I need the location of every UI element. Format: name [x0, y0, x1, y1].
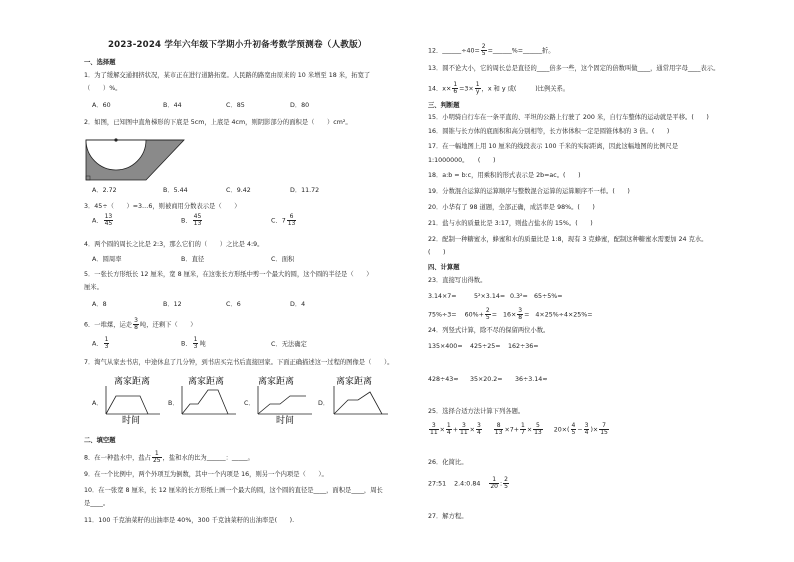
question-18: 18．a:b = b:c，用乘积的形式表示是 2b=ac。( ): [428, 172, 581, 179]
fraction-denominator: 13: [287, 220, 296, 227]
q23-item: 3.14×7=: [428, 293, 457, 300]
question-2: 2．如图，已知图中直角梯形的下底是 5cm，上底是 4cm，则阴影部分的面积是（ ）cm²。: [84, 119, 352, 126]
q8-fraction: [152, 451, 162, 464]
trapezoid-figure: [84, 132, 194, 182]
graph-x-label: 时间: [276, 416, 295, 424]
q23-item: 65÷5%=: [534, 293, 563, 300]
q3-option-b-fraction: [193, 214, 203, 227]
q4-option-c: C．面积: [271, 256, 295, 263]
q3-option-b-label: B．: [181, 217, 192, 225]
question-16: 16．圆锥与长方体的底面积和高分别相等，长方体体积一定是圆锥体积的 3 倍。( ): [428, 128, 670, 135]
question-17: 17．在一幅地图上用 10 厘米的线段表示 100 千米的实际距离，因此这幅地图的比例尺是: [428, 143, 679, 150]
q6-option-b-unit: 吨: [199, 340, 206, 348]
fraction-numerator: 2: [481, 43, 486, 50]
q7-graph-c: [254, 374, 316, 424]
q4-option-a: A．圆周率: [92, 256, 122, 263]
q24-item: 36÷3.14≈: [515, 376, 548, 383]
graph-y-label: 离家距离: [188, 377, 225, 387]
q24-item: 35×20.2=: [470, 376, 503, 383]
section-fill: 二、填空题: [84, 437, 116, 444]
graph-x-label: 时间: [122, 416, 141, 424]
fraction-denominator: 5: [481, 50, 486, 57]
question-4: 4．两个圆的周长之比是 2:3，那么它们的（ ）之比是 4:9。: [84, 241, 264, 248]
question-7: 7．淘气从家去书店，中途休息了几分钟，到书店买完书后直接回家。下面正确描述这一过程的图像是（ ）。: [84, 359, 394, 366]
fraction-denominator: 8: [134, 324, 138, 331]
q3-option-a: [92, 214, 114, 227]
question-22: 22．配制一种糖蜜水，蜂蜜和水的质量比是 1:8，现有 3 克蜂蜜，配制这种糖蜜水需要加 24 克水。: [428, 236, 708, 243]
q6-option-a-fraction: [104, 337, 110, 350]
q1-option-d: D．80: [290, 102, 310, 109]
q8-text-a: 8．在一种盐水中，盐占: [84, 454, 151, 462]
q2-option-a: A．2.72: [92, 187, 117, 194]
question-10: 10．在一张宽 8 厘米，长 12 厘米的长方形纸上画一个最大的圆，这个圆的直径是____，面积是____，周长: [84, 487, 383, 494]
q3-option-c-label: C．7: [271, 217, 286, 225]
question-12: [428, 44, 555, 57]
q25-expressions: $\frac{3}{11}$ × $\frac{1}{4}$ + $\frac{3}{11}$ × $\frac{3}{4}$ $\frac{8}{13}$ ×7+ $\frac{1}{7}$ × $\frac{5}{13}$ 20×( $\frac{4}{5}$ − $\frac{3}{4}$ )× $\frac{7}{15}$: [430, 422, 608, 436]
question-13: 13．圆不论大小，它的周长总是直径的____倍多一些，这个固定的倍数叫做____，通常用字母____表示。: [428, 65, 720, 72]
q8-colon: ：: [225, 454, 232, 462]
fraction-numerator: 1: [193, 336, 198, 343]
q24-item: 425÷25=: [470, 343, 501, 350]
q24-item: 135×400=: [428, 343, 463, 350]
fraction-numerator: 6: [287, 214, 297, 221]
q23-row-2: 75%÷3= 60%+ $\frac{2}{5}$ = 16× $\frac{3}{8}$ = 4×25%÷4×25%=: [428, 307, 593, 321]
fraction-denominator: 3: [104, 343, 109, 350]
q23-item: 5²×3.14=: [474, 293, 506, 300]
q23-item: 75%÷3=: [428, 311, 457, 319]
q6-option-a: [92, 337, 110, 350]
q14-text-a: 14．x×: [428, 85, 452, 93]
q1-option-c: C．85: [226, 102, 245, 109]
question-3: 3．45÷（ ）=3…6，则被商用分数表示是（ ）: [84, 203, 241, 210]
q5-option-d: D．4: [290, 301, 306, 308]
q6-option-b-fraction: [193, 337, 199, 350]
q7-option-b: B．: [168, 400, 179, 407]
question-24: 24．列竖式计算，除不尽的保留两位小数。: [428, 327, 550, 334]
q6-option-c: C．无法确定: [271, 341, 307, 348]
q6-option-a-label: A．: [92, 340, 103, 348]
q3-option-a-label: A．: [92, 217, 103, 225]
fraction-numerator: 1: [104, 336, 109, 343]
question-5: 5．一张长方形纸长 12 厘米，宽 8 厘米，在这张长方形纸中剪一个最大的圆，这个圆的半径是（ ）: [84, 271, 373, 278]
question-11: 11．100 千克油菜籽的出油率是 40%，300 千克油菜籽的出油率是( ).: [84, 517, 295, 524]
q5-option-c: C．6: [226, 301, 241, 308]
q6-fraction: [133, 318, 139, 331]
q14-fraction-2: $\frac{1}{y}$: [475, 81, 480, 95]
q23-item: 0.3²=: [510, 293, 528, 300]
fraction-denominator: 45: [104, 220, 113, 227]
q2-option-c: C．9.42: [226, 187, 251, 194]
question-21: 21．盐与水的质量比是 3:17，则盐占盐水的 15%。( ): [428, 220, 593, 227]
graph-y-label: 离家距离: [258, 377, 295, 387]
q5-option-a: A．8: [92, 301, 107, 308]
question-23: 23．直接写出得数。: [428, 277, 487, 284]
q7-option-d: D．: [318, 400, 330, 407]
fraction-numerator: 3: [134, 317, 138, 324]
question-17-cont: 1:1000000。 ( ): [428, 157, 496, 164]
q2-option-b: B．5.44: [163, 187, 188, 194]
q14-text-c: ，x 和 y 成( )比例关系。: [481, 85, 570, 93]
question-5-cont: 厘米。: [84, 284, 103, 291]
question-15: 15．小明骑自行车在一条平直的、平坦的公路上行驶了 200 米，自行车整体的运动就是平移。( ): [428, 114, 709, 121]
q3-option-a-fraction: [104, 214, 114, 227]
q12-fraction: [481, 44, 487, 57]
q7-graph-d: [330, 374, 392, 424]
q6-option-b: [181, 337, 206, 350]
q23-item: 60%+: [464, 311, 484, 319]
graph-y-label: 离家距离: [114, 377, 151, 387]
q4-option-b: B．直径: [181, 256, 205, 263]
q6-text-b: 吨，还剩下（ ）: [139, 321, 197, 329]
question-22-cont: ( ): [428, 249, 446, 256]
question-1: 1．为了缓解交通拥挤状况，某市正在进行道路拓宽。人民路的路宽由原来的 10 米增至 18 米，拓宽了: [84, 72, 371, 79]
question-14: [428, 82, 569, 95]
q3-option-c: [271, 214, 297, 227]
section-judge: 三、判断题: [428, 102, 460, 109]
q24-item: 428÷43≈: [428, 376, 459, 383]
q7-option-a: A．: [92, 400, 103, 407]
q1-option-b: B．44: [163, 102, 182, 109]
page-title: 2023-2024 学年六年级下学期小升初备考数学预测卷（人教版）: [108, 40, 367, 50]
fraction-denominator: 25: [152, 457, 161, 464]
section-calc: 四、计算题: [428, 264, 460, 271]
q7-option-c: C．: [244, 400, 255, 407]
q8-text-b: ，盐和水的比为: [162, 454, 207, 462]
q12-text-b: =______%=______折。: [487, 47, 555, 55]
q6-option-b-label: B．: [181, 340, 192, 348]
question-8: 8．在一种盐水中，盐占 $\frac{1}{25}$ ，盐和水的比为______：_____。: [84, 450, 254, 464]
q3-option-c-fraction: [287, 214, 297, 227]
q14-text-b: =3×: [459, 85, 474, 93]
section-choice: 一、选择题: [84, 59, 116, 66]
question-20: 20．小华有了 98 道题，全部正确，成活率是 98%。( ): [428, 204, 595, 211]
fraction-numerator: 1: [152, 451, 162, 458]
question-27: 27．解方程。: [428, 513, 468, 520]
q5-option-b: B．12: [163, 301, 182, 308]
q6-text-a: 6．一堆煤，运走: [84, 321, 133, 329]
question-25: 25．选择合适方法计算下列各题。: [428, 408, 525, 415]
fraction-denominator: 13: [193, 220, 202, 227]
q12-text-a: 12．______÷40=: [428, 47, 480, 55]
q2-option-d: D．11.72: [290, 187, 320, 194]
fraction-denominator: 3: [193, 343, 198, 350]
q24-item: 162÷36=: [508, 343, 539, 350]
q14-fraction-1: $\frac{1}{6}$: [453, 81, 458, 95]
question-19: 19．分数混合运算的运算顺序与整数混合运算的运算顺序不一样。( ): [428, 188, 630, 195]
q26-items: 27:51 2.4:0.84 $\frac{1}{20}$ : $\frac{2}{5}$: [428, 476, 508, 490]
q7-graph-a: [102, 374, 164, 424]
question-9: 9．在一个比例中，两个外项互为倒数，其中一个内项是 16，则另一个内项是（ ）。: [84, 471, 328, 478]
q3-option-b: [181, 214, 203, 227]
question-26: 26．化简比。: [428, 459, 468, 466]
fraction-numerator: 13: [104, 213, 113, 220]
question-6: [84, 318, 197, 331]
q7-graph-b: [178, 374, 240, 424]
fraction-numerator: 45: [193, 213, 202, 220]
question-10-cont: 是____。: [84, 500, 110, 507]
question-1-cont: （ ）%。: [84, 85, 122, 92]
q1-option-a: A．60: [92, 102, 111, 109]
graph-y-label: 离家距离: [336, 377, 373, 387]
